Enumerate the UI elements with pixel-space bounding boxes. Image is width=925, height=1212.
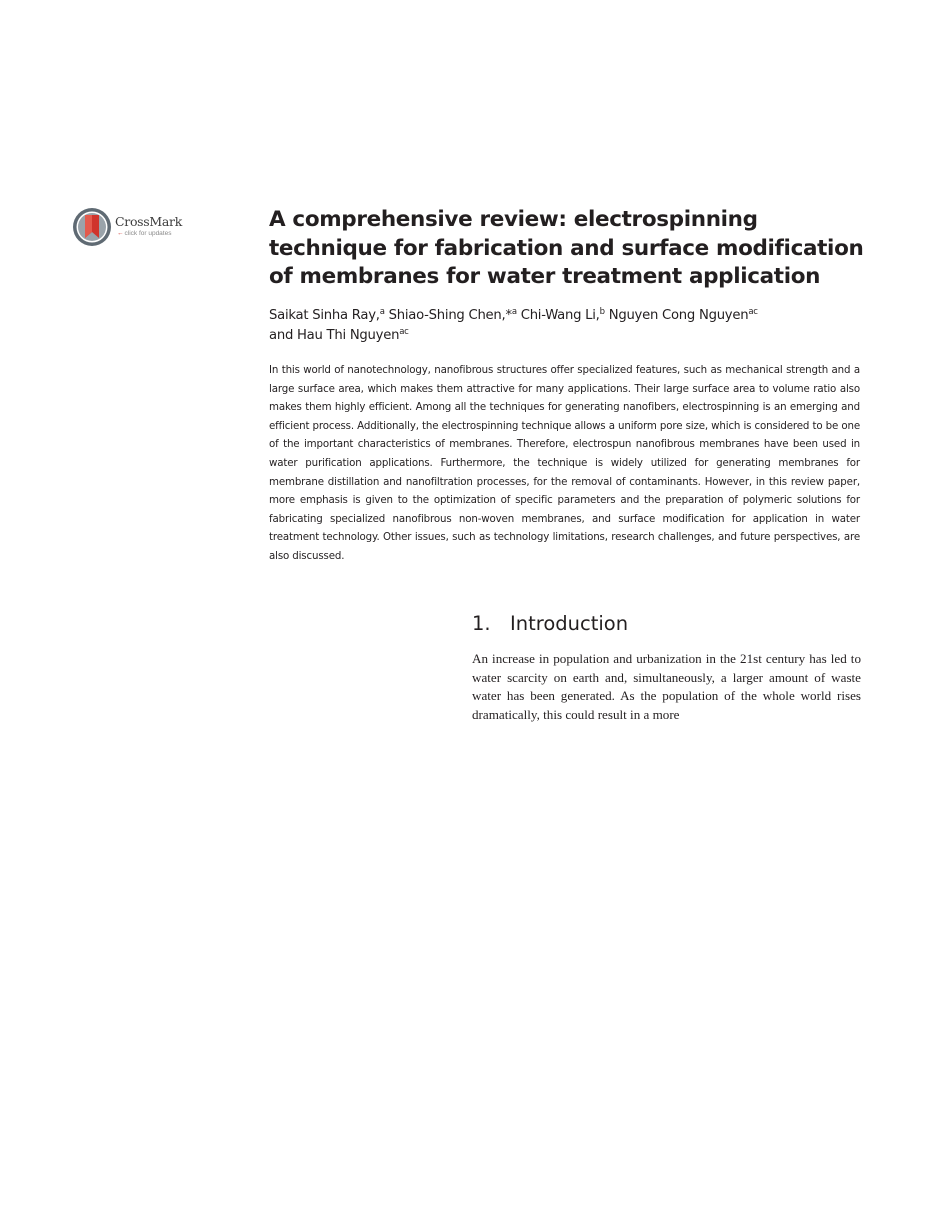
title-line: technique for fabrication and surface modification <box>269 235 864 261</box>
author-affiliation: ac <box>748 307 758 317</box>
section-title: Introduction <box>510 612 629 635</box>
author-affiliation: ac <box>399 326 409 337</box>
crossmark-icon <box>72 207 112 247</box>
author-affiliation: b <box>599 307 605 317</box>
crossmark-badge[interactable] <box>72 207 182 249</box>
abstract: In this world of nanotechnology, nanofibrous structures offer specialized features, such as mechanical strength and a large surface area, which makes them attractive for many applications. Their large surface area to volume ratio also makes them highly efficient. Among all the techniques for generating nanofibers, electrospinning is an emerging and efficient process. Additionally, the electrospinning technique allows a uniform pore size, which is considered to be one of the important characteristics of membranes. Therefore, electrospun nanofibrous membranes have been used in water purification applications. Furthermore, the technique is widely utilized for generating membranes for membrane distillation and nanofiltration processes, for the removal of contaminants. However, in this review paper, more emphasis is given to the optimization of specific parameters and the preparation of polymeric solutions for fabricating specialized nanofibrous non-woven membranes, and surface modification for application in water treatment technology. Other issues, such as technology limitations, research challenges, and future perspectives, are also discussed. <box>269 364 860 562</box>
author-affiliation: a <box>379 307 385 317</box>
author-name: Nguyen Cong Nguyen <box>608 308 749 323</box>
intro-paragraph: An increase in population and urbanization in the 21st century has led to water scarcity on earth and, simultaneously, a larger amount of waste water has been generated. As the population of the whole world rises dramatically, this could result in a more <box>472 651 861 722</box>
crossmark-wordmark: CrossMark <box>115 214 182 229</box>
author-name: and Hau Thi Nguyen <box>269 327 400 343</box>
crossmark-subtext[interactable] <box>117 230 171 237</box>
author-name: Saikat Sinha Ray, <box>269 308 380 323</box>
crossmark-subtext-label: click for updates <box>124 230 172 237</box>
article-title <box>269 206 869 292</box>
author-name: Chi-Wang Li, <box>520 308 600 323</box>
title-line: of membranes for water treatment application <box>269 264 821 289</box>
section-number: 1. <box>472 612 491 635</box>
author-name: Shiao-Shing Chen,* <box>388 308 512 323</box>
back-arrow-icon: ← <box>117 230 124 237</box>
author-affiliation: a <box>511 307 517 317</box>
author-list <box>269 306 869 345</box>
title-line: A comprehensive review: electrospinning <box>269 207 758 232</box>
section-heading <box>472 611 628 637</box>
